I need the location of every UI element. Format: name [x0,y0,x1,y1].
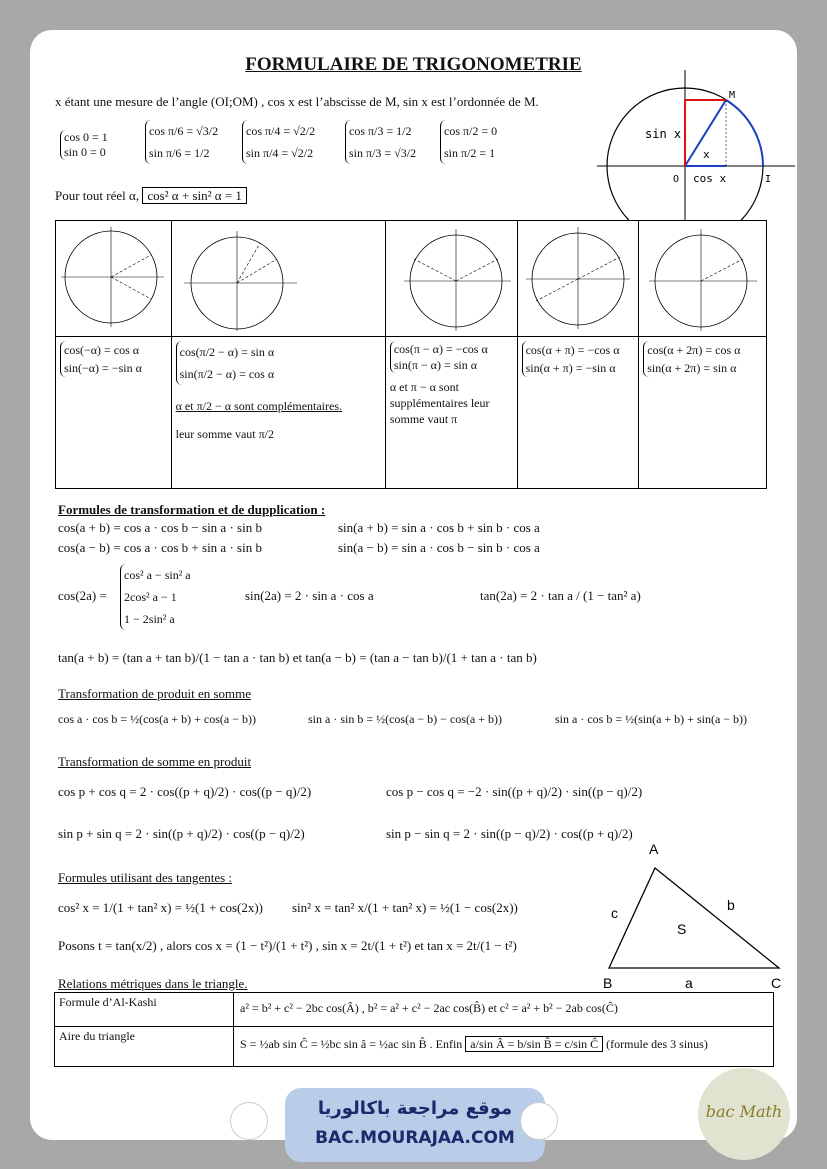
formula-tan2a: tan(2a) = 2 · tan a / (1 − tan² a) [480,588,641,603]
side-a-label: a [685,975,693,988]
angle-x-label: x [703,148,710,161]
cell-plus-pi: cos(α + π) = −cos α sin(α + π) = −sin α [517,337,639,489]
formula-sin-a-minus-b: sin(a − b) = sin a · cos b − sin b · cos a [338,540,540,555]
transformation-heading: Formules de transformation et de dupplication : [58,502,326,517]
formula-cos-p-minus-cos-q: cos p − cos q = −2 · sin((p + q)/2) · sin((p − q)/2) [386,784,643,799]
values-pi-6: cos π/6 = √3/2 sin π/6 = 1/2 [145,120,218,164]
tangents-heading: Formules utilisant des tangentes : [58,870,233,885]
metric-table [54,992,774,1067]
cell-opposite: cos(−α) = cos α sin(−α) = −sin α [56,337,172,489]
formula-sheet [30,30,797,1148]
left-logo-icon [230,1102,268,1140]
cos-label: cos x [693,172,727,185]
vertex-b-label: B [603,975,613,988]
values-zero: cos 0 = 1 sin 0 = 0 [60,130,108,160]
symmetry-table [55,220,767,489]
sum-to-prod-heading: Transformation de somme en produit [58,754,252,769]
area-formula: S = ½ab sin Ĉ = ½bc sin â = ½ac sin B̂ . Enfin a/sin Â = b/sin B̂ = c/sin Ĉ (formule des 3 sinus) [234,1027,774,1067]
cell-complementary: cos(π/2 − α) = sin α sin(π/2 − α) = cos α α et π/2 − α sont complémentaires. leur somme vaut π/2 [171,337,385,489]
formula-cos-a-plus-b: cos(a + b) = cos a · cos b − sin a · sin b [58,520,262,535]
alkashi-formula: a² = b² + c² − 2bc cos(Â) , b² = a² + c² − 2ac cos(B̂) et c² = a² + b² − 2ab cos(Ĉ) [234,993,774,1027]
table-row-formulas [56,337,767,489]
table-row-alkashi [55,993,774,1027]
values-pi-2: cos π/2 = 0 sin π/2 = 1 [440,120,497,164]
formula-half-angle-tangent: Posons t = tan(x/2) , alors cos x = (1 − t²)/(1 + t²) , sin x = 2t/(1 + t²) et tan x = 2t/(1 − t²) [58,938,517,953]
formula-cos-cos: cos a · cos b = ½(cos(a + b) + cos(a − b)) [58,712,257,726]
point-i-label: I [765,174,772,185]
circle-figure-opposite [56,221,168,331]
formula-cos-a-minus-b: cos(a − b) = cos a · cos b + sin a · sin b [58,540,262,555]
right-logo-icon [520,1102,558,1140]
cos2a-cases: cos² a − sin² a 2cos² a − 1 1 − 2sin² a [120,564,191,630]
side-c-label: c [611,905,618,921]
vertex-c-label: C [771,975,782,988]
point-o-label: O [673,174,680,185]
side-b-label: b [727,897,735,913]
bacmath-logo: bac Math [698,1068,790,1160]
circle-figure-plus-2pi [639,221,763,331]
cos2a-label: cos(2a) = [58,588,107,603]
sine-law: a/sin Â = b/sin B̂ = c/sin Ĉ [465,1036,603,1052]
table-row-figures [56,221,767,337]
formula-cos2-x: cos² x = 1/(1 + tan² x) = ½(1 + cos(2x)) [58,900,263,915]
intro-text: x étant une mesure de l’angle (OI;OM) , cos x est l’abscisse de M, sin x est l’ordonnée de M. [55,94,539,109]
cell-supplementary: cos(π − α) = −cos α sin(π − α) = sin α α et π − α sont supplémentaires leur somme vaut π [385,337,517,489]
alkashi-label: Formule d’Al-Kashi [55,993,234,1027]
page-title: FORMULAIRE DE TRIGONOMETRIE [245,54,582,75]
circle-figure-complementary [172,221,382,331]
point-m-label: M [729,90,736,101]
site-arabic-name: موقع مراجعة باكالوريا [317,1098,513,1119]
formula-sin-sin: sin a · sin b = ½(cos(a − b) − cos(a + b)) [308,712,503,726]
formula-sin-cos: sin a · cos b = ½(sin(a + b) + sin(a − b)) [555,712,748,726]
area-s-label: S [677,921,687,937]
formula-sin-p-minus-sin-q: sin p − sin q = 2 · sin((p − q)/2) · cos((p + q)/2) [386,826,633,841]
formula-cos-p-plus-cos-q: cos p + cos q = 2 · cos((p + q)/2) · cos((p − q)/2) [58,784,312,799]
pythagoras-formula: cos² α + sin² α = 1 [142,187,247,204]
cell-plus-2pi: cos(α + 2π) = cos α sin(α + 2π) = sin α [639,337,767,489]
circle-figure-supplementary [386,221,514,331]
site-url[interactable]: BAC.MOURAJAA.COM [315,1128,515,1148]
prod-to-sum-heading: Transformation de produit en somme [58,686,252,701]
unit-circle-figure [595,70,795,220]
area-label: Aire du triangle [55,1027,234,1067]
values-pi-4: cos π/4 = √2/2 sin π/4 = √2/2 [242,120,315,164]
vertex-a-label: A [649,841,659,857]
sin-label: sin x [645,127,682,141]
formula-sin-a-plus-b: sin(a + b) = sin a · cos b + sin b · cos a [338,520,540,535]
formula-tan-a-plus-minus-b: tan(a + b) = (tan a + tan b)/(1 − tan a · tan b) et tan(a − b) = (tan a − tan b)/(1 + tan a · tan b) [58,650,537,665]
table-row-area [55,1027,774,1067]
triangle-figure [595,838,795,988]
formula-sin-p-plus-sin-q: sin p + sin q = 2 · sin((p + q)/2) · cos((p − q)/2) [58,826,305,841]
formula-sin2a: sin(2a) = 2 · sin a · cos a [245,588,374,603]
pythagoras-line: Pour tout réel α, cos² α + sin² α = 1 [55,188,247,204]
metric-heading: Relations métriques dans le triangle. [58,976,248,991]
values-pi-3: cos π/3 = 1/2 sin π/3 = √3/2 [345,120,416,164]
circle-figure-plus-pi [518,221,636,331]
formula-sin2-x: sin² x = tan² x/(1 + tan² x) = ½(1 − cos(2x)) [292,900,518,915]
site-badge[interactable] [285,1088,545,1162]
